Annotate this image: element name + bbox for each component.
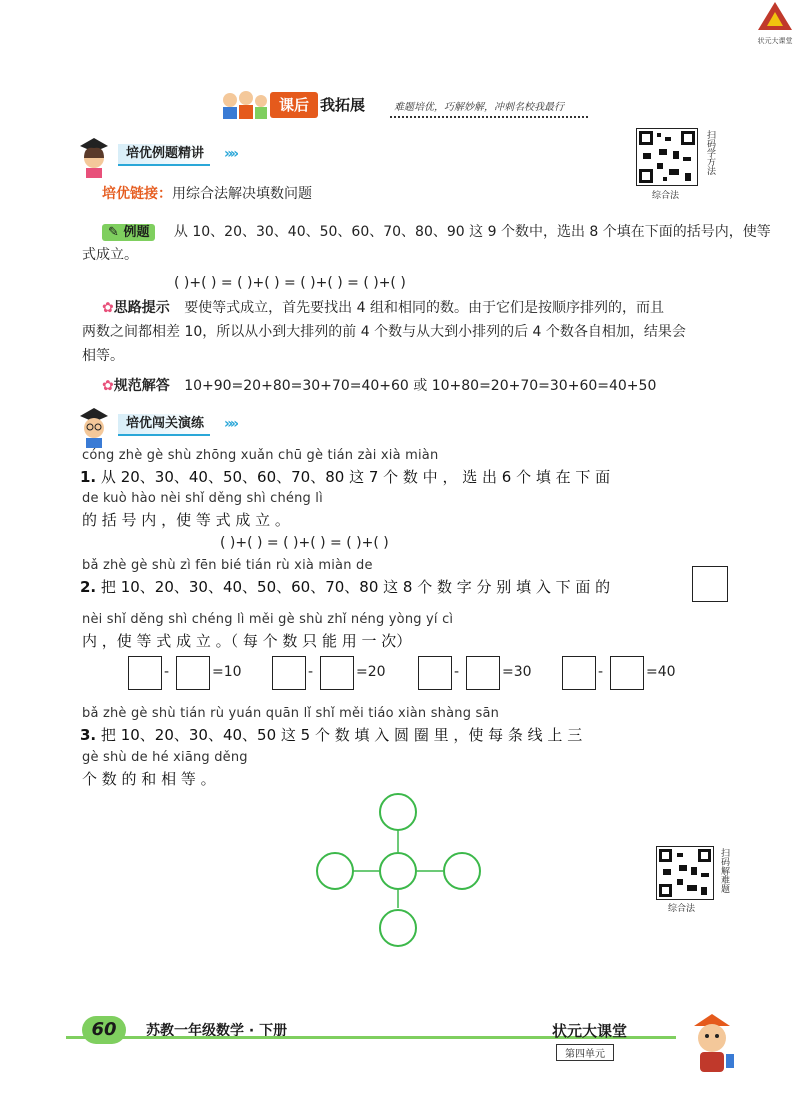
circle-right[interactable] — [444, 853, 480, 889]
hint-text-2: 两数之间都相差 10，所以从小到大排列的前 4 个数与从大到小排列的后 4 个数各自相加，结果会 — [82, 324, 686, 340]
q1-pinyin-2: de kuò hào nèi shǐ děng shì chéng lì — [82, 491, 323, 506]
example-text-2: 式成立。 — [82, 247, 138, 263]
q1-text-2: 的 括 号 内 ，使 等 式 成 立 。 — [82, 511, 290, 529]
example-tag-text: 例题 — [123, 225, 150, 240]
qr-pattern-icon — [657, 847, 713, 899]
link-label: 培优链接： — [102, 186, 172, 202]
teacher-avatar-icon — [72, 134, 116, 178]
q3-text-1: 把 10、20、30、40、50 这 5 个 数 填 入 圆 圈 里 ，使 每 条 线 上 三 — [100, 726, 583, 744]
chevrons-icon: »» — [224, 416, 237, 432]
q2-box[interactable] — [562, 656, 596, 690]
minus-sign: - — [598, 664, 604, 680]
example-tag — [102, 224, 155, 241]
q2-answer-box[interactable] — [692, 566, 728, 602]
banner-label-b: 我拓展 — [320, 96, 366, 114]
qr-caption-2: 综合法 — [668, 904, 696, 914]
answer-text: 10+90=20+80=30+70=40+60 或 10+80=20+70=30+60=40+50 — [184, 378, 657, 394]
minus-sign: - — [454, 664, 460, 680]
q2-box[interactable] — [610, 656, 644, 690]
example-text-1: 从 10、20、30、40、50、60、70、80、90 这 9 个数中，选出 8 个填在下面的括号内，使等 — [173, 224, 771, 240]
qr-pattern-icon — [637, 129, 697, 185]
hint-text-1: 要使等式成立，首先要找出 4 组和相同的数。由于它们是按顺序排列的，而且 — [184, 300, 664, 316]
q2-result: =40 — [646, 664, 676, 680]
flower-icon: ✿ — [102, 300, 114, 316]
q3-pinyin-2: gè shù de hé xiāng děng — [82, 750, 248, 765]
answer-line — [102, 376, 656, 396]
book-title: 苏教一年级数学 · 下册 — [146, 1023, 288, 1039]
banner-label-a: 课后 — [270, 92, 318, 118]
q2-box[interactable] — [176, 656, 210, 690]
hint-line-1 — [102, 298, 664, 318]
example-equation: ( )+( ) = ( )+( ) = ( )+( ) = ( )+( ) — [174, 275, 406, 291]
q1-number: 1. — [80, 468, 97, 486]
section-title-example — [72, 140, 272, 166]
circle-left[interactable] — [317, 853, 353, 889]
circle-top[interactable] — [380, 794, 416, 830]
q2-result: =20 — [356, 664, 386, 680]
student-avatar-icon — [72, 404, 116, 448]
publisher-logo — [752, 2, 798, 50]
circle-bottom[interactable] — [380, 910, 416, 946]
link-text: 用综合法解决填数问题 — [172, 186, 312, 202]
unit-label: 第四单元 — [556, 1044, 614, 1061]
section-banner — [218, 88, 588, 122]
qr-code-1[interactable] — [636, 128, 698, 186]
q3-line-1 — [80, 724, 582, 745]
q3-number: 3. — [80, 726, 97, 744]
section-title-text: 培优例题精讲 — [118, 144, 210, 166]
qr-side-caption-2: 扫码解难题 — [719, 848, 729, 893]
q3-text-2: 个 数 的 和 相 等 。 — [82, 770, 216, 788]
hint-text-3: 相等。 — [82, 348, 124, 364]
q1-equation: ( )+( ) = ( )+( ) = ( )+( ) — [220, 535, 389, 551]
q2-box[interactable] — [128, 656, 162, 690]
qr-code-2[interactable] — [656, 846, 714, 900]
q1-line-1 — [80, 466, 610, 487]
q2-text-2: 内 ，使 等 式 成 立 。（ 每 个 数 只 能 用 一 次） — [82, 632, 412, 650]
logo-caption: 状元大课堂 — [757, 37, 793, 45]
qr-side-caption-1: 扫码学方法 — [705, 130, 715, 175]
qr-caption-1: 综合法 — [652, 191, 680, 201]
q2-line-1 — [80, 576, 610, 597]
chevrons-icon: »» — [224, 146, 237, 162]
flower-icon: ✿ — [102, 378, 114, 394]
q2-number: 2. — [80, 578, 97, 596]
answer-label: 规范解答 — [113, 378, 170, 394]
link-line — [102, 184, 312, 204]
circle-diagram — [310, 792, 490, 952]
q2-box[interactable] — [320, 656, 354, 690]
example-line-1 — [102, 222, 771, 243]
page-number: 60 — [82, 1016, 126, 1044]
q1-text-1: 从 20、30、40、50、60、70、80 这 7 个 数 中 ， 选 出 6 个 填 在 下 面 — [100, 468, 611, 486]
q2-result: =10 — [212, 664, 242, 680]
q2-pinyin-1: bǎ zhè gè shù zì fēn bié tián rù xià miàn de — [82, 558, 373, 573]
circle-center[interactable] — [380, 853, 416, 889]
q2-box[interactable] — [272, 656, 306, 690]
brand-name: 状元大课堂 — [552, 1022, 628, 1040]
q3-pinyin-1: bǎ zhè gè shù tián rù yuán quān lǐ shǐ měi tiáo xiàn shàng sān — [82, 706, 500, 721]
q1-pinyin-1: cóng zhè gè shù zhōng xuǎn chū gè tián zài xià miàn — [82, 448, 439, 463]
q2-box[interactable] — [466, 656, 500, 690]
q2-text-1: 把 10、20、30、40、50、60、70、80 这 8 个 数 字 分 别 填 入 下 面 的 — [100, 578, 611, 596]
q2-box[interactable] — [418, 656, 452, 690]
minus-sign: - — [164, 664, 170, 680]
q2-pinyin-2: nèi shǐ děng shì chéng lì měi gè shù zhǐ néng yòng yí cì — [82, 612, 454, 627]
banner-underline — [390, 116, 588, 118]
section-title-text: 培优闯关演练 — [118, 414, 210, 436]
section-title-practice — [72, 410, 272, 436]
kids-illustration-icon — [218, 88, 270, 120]
q2-result: =30 — [502, 664, 532, 680]
minus-sign: - — [308, 664, 314, 680]
banner-slogan: 难题培优，巧解妙解，冲刺名校我最行 — [394, 102, 564, 113]
mascot-icon — [682, 1012, 742, 1076]
pencil-icon: ✎ — [108, 225, 119, 240]
hint-label: 思路提示 — [113, 300, 170, 316]
